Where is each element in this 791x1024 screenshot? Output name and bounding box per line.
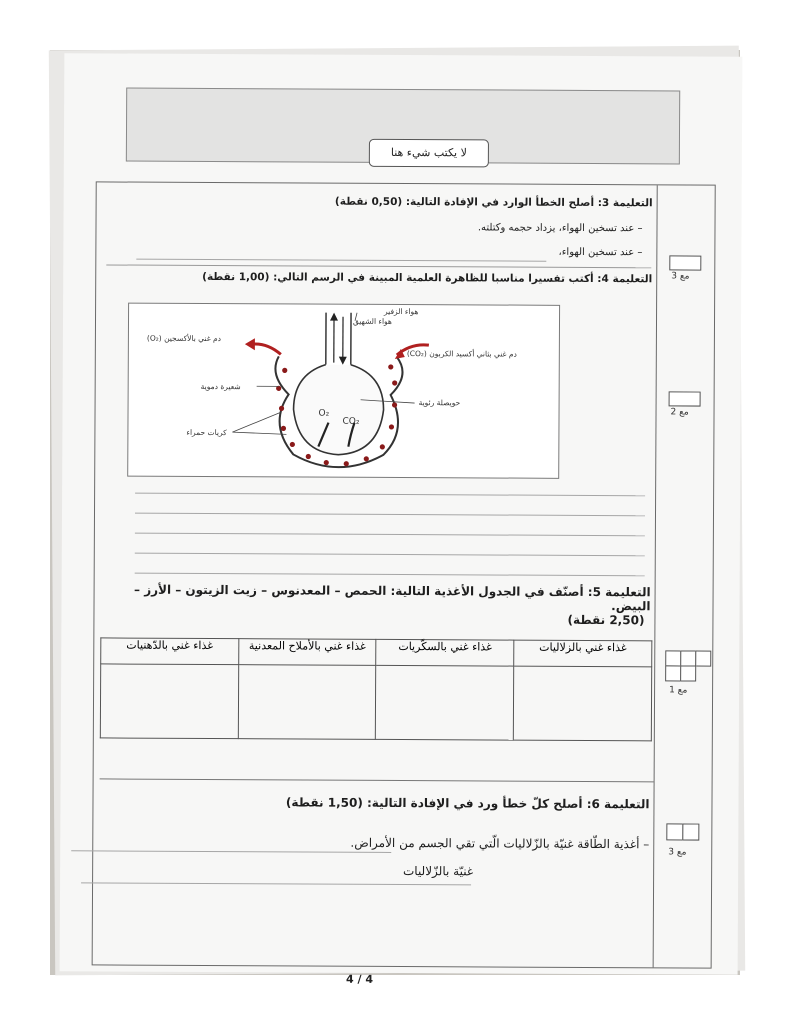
exam-page [60,53,743,986]
grade-box-q3[interactable] [669,255,701,270]
table-cell-answer[interactable] [376,665,514,740]
q6-correction: غنيّة بالزّلاليات [402,864,474,879]
grade-label-q6: مع 3 [668,847,687,858]
label-o2: O₂ [318,408,330,419]
page-number: 4 / 4 [346,972,374,986]
label-o2-rich-blood: دم غني بالأكسجين (O₂) [146,333,222,344]
table-cell-answer[interactable] [238,665,376,740]
grade-label-q3: مع 3 [671,271,690,282]
column-header-proteins: غذاء غني بالزلاليات [514,640,652,667]
label-alveolus: حويصلة رئوية [418,398,461,408]
q4-title: التعليمة 4: أكتب تفسيرا مناسبا للظاهرة العلمية المبينة في الرسم التالي: (1,00 نقطة) [202,270,653,286]
no-write-label: لا يكتب شيء هنا [369,139,489,168]
food-classification-table [100,637,653,741]
table-cell-answer[interactable] [100,664,238,739]
column-header-sugars: غذاء غني بالسكّريات [376,639,514,666]
grade-label-q4: مع 2 [670,407,689,418]
q6-statement: – أغذية الطّاقة غنيّة بالزّلاليات الّتي تقي الجسم من الأمراض. [350,835,650,852]
label-capillary: شعيرة دموية [200,381,241,392]
label-red-cells: كريات حمراء [186,427,227,438]
q6-title: التعليمة 6: أصلح كلّ خطأ ورد في الإفادة التالية: (1,50 نقطة) [285,795,650,812]
q3-item2: – عند تسخين الهواء، [558,246,643,259]
table-cell-answer[interactable] [514,666,652,741]
grade-grid-q5[interactable] [665,650,713,680]
divider [100,778,654,782]
answer-line[interactable] [81,882,471,885]
answer-line[interactable] [135,553,645,557]
answer-line[interactable] [135,493,645,497]
q5-points: (2,50 نقطة) [567,612,645,628]
q3-title: التعليمة 3: أصلح الخطأ الوارد في الإفادة التالية: (0,50 نقطة) [334,195,653,210]
answer-line[interactable] [135,513,645,517]
answer-line[interactable] [136,259,546,262]
grade-label-q5: مع 1 [669,685,688,696]
grading-column [653,185,716,967]
answer-line[interactable] [71,850,391,853]
column-header-fats: غذاء غني بالدّهنيات [101,638,239,665]
answer-line[interactable] [135,533,645,537]
q5-title: التعليمة 5: أصنّف في الجدول الأغذية التالية: الحمص – المعدنوس – زيت الزيتون – الأرز – البيض. [134,582,651,614]
label-exhaled-air: هواء الزفير [384,306,419,317]
divider [106,264,651,268]
q3-item1: – عند تسخين الهواء، يزداد حجمه وكتلته. [477,222,643,235]
label-co2-rich-blood: دم غني بثاني أكسيد الكربون (CO₂) [406,349,517,359]
header-box [126,88,680,165]
questions-frame [92,181,716,968]
label-inhaled-air: هواء الشهيق [352,316,392,326]
grade-box-q4[interactable] [669,391,701,406]
alveolus-diagram [127,303,560,479]
answer-line[interactable] [135,573,645,577]
alveolus-drawing [128,304,559,478]
grade-grid-q6[interactable] [666,823,700,839]
label-co2: CO₂ [342,416,360,427]
column-header-minerals: غذاء غني بالأملاح المعدنية [238,639,376,666]
